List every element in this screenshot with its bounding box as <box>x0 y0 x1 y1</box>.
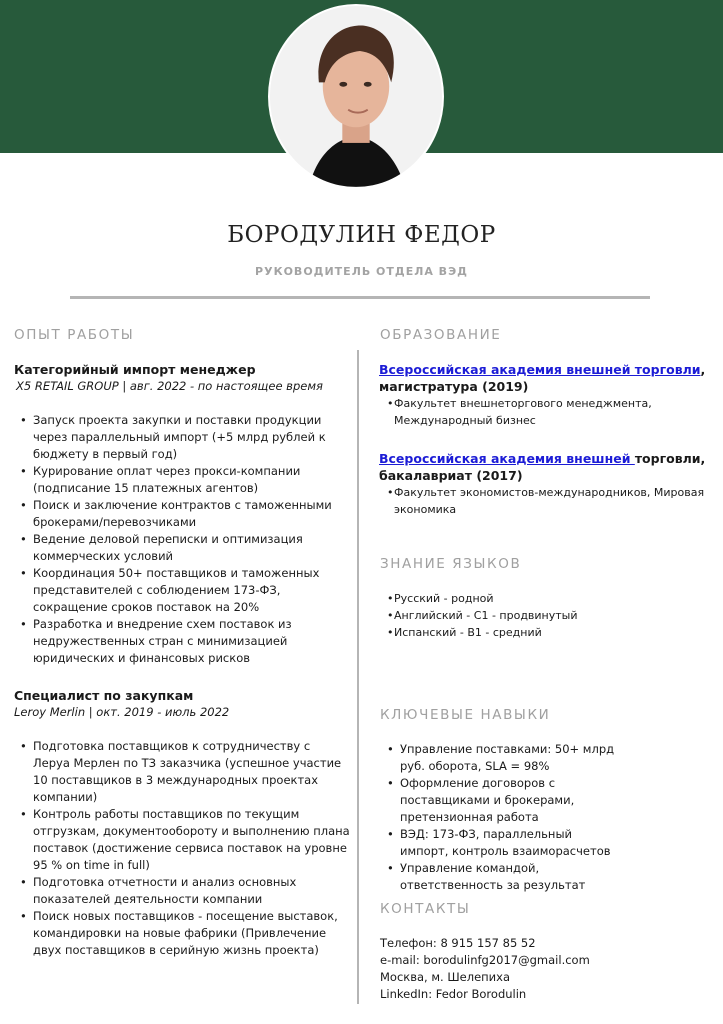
list-item: • Управление поставками: 50+ млрд руб. оборота, SLA = 98% <box>381 741 621 775</box>
email: e-mail: borodulinfg2017@gmail.com <box>380 953 590 967</box>
list-item: • Английский - С1 - продвинутый <box>379 607 709 624</box>
column-divider <box>357 350 359 1004</box>
list-item: • Оформление договоров с поставщиками и брокерами, претензионная работа <box>381 775 621 826</box>
job-role: Категорийный импорт менеджер <box>14 362 256 377</box>
job-1 <box>14 361 350 667</box>
list-item: • Поиск новых поставщиков - посещение выставок, командировки на новые фабрики (Привлечение двух поставщиков в серийную жизнь проекта) <box>14 908 350 959</box>
list-item: • Факультет экономистов-международников, Мировая экономика <box>379 484 709 518</box>
list-item: • Ведение деловой переписки и оптимизация коммерческих условий <box>14 531 350 565</box>
list-item: • Координация 50+ поставщиков и таможенных представителей с соблюдением 173-ФЗ, сокращение сроков поставок на 20% <box>14 565 350 616</box>
job-company: X5 RETAIL GROUP | авг. 2022 - по настоящее время <box>16 379 323 393</box>
list-item: • Испанский - В1 - средний <box>379 624 709 641</box>
address: Москва, м. Шелепиха <box>380 970 510 984</box>
profile-photo <box>268 4 444 189</box>
job-duties <box>14 738 350 959</box>
languages-title: ЗНАНИЕ ЯЗЫКОВ <box>380 556 522 572</box>
edu-details <box>379 395 709 429</box>
degree: магистратура (2019) <box>379 379 529 394</box>
contacts-list <box>380 935 710 1003</box>
university-link[interactable]: Всероссийская академия внешней <box>379 451 635 466</box>
job-position: РУКОВОДИТЕЛЬ ОТДЕЛА ВЭД <box>255 265 468 278</box>
skills-list <box>381 741 621 894</box>
list-item: • Русский - родной <box>379 590 709 607</box>
contacts-title: КОНТАКТЫ <box>380 901 471 917</box>
skills-title: КЛЮЧЕВЫЕ НАВЫКИ <box>380 707 551 723</box>
list-item: • Контроль работы поставщиков по текущим отгрузкам, документообороту и выполнению плана поставок (достижение сервиса поставок на уровне 95 % on time in full) <box>14 806 350 874</box>
edu-text: , <box>700 362 706 377</box>
education-entry-2 <box>379 450 709 518</box>
list-item: • Управление командой, ответственность за результат <box>381 860 621 894</box>
job-2 <box>14 687 350 959</box>
list-item: • Курирование оплат через прокси-компании (подписание 15 платежных агентов) <box>14 463 350 497</box>
list-item: • Факультет внешнеторгового менеджмента, Международный бизнес <box>379 395 709 429</box>
list-item: • Подготовка поставщиков к сотрудничеству с Леруа Мерлен по ТЗ заказчика (успешное участие 10 поставщиков в 3 международных проектах компании) <box>14 738 350 806</box>
edu-details <box>379 484 709 518</box>
list-item: • Поиск и заключение контрактов с таможенными брокерами/перевозчиками <box>14 497 350 531</box>
list-item: • Подготовка отчетности и анализ основных показателей деятельности компании <box>14 874 350 908</box>
languages-list <box>379 590 709 641</box>
job-role: Специалист по закупкам <box>14 688 194 703</box>
list-item: • Разработка и внедрение схем поставок из недружественных стран с минимизацией юридических и финансовых рисков <box>14 616 350 667</box>
experience-title: ОПЫТ РАБОТЫ <box>14 327 135 343</box>
linkedin: LinkedIn: Fedor Borodulin <box>380 987 527 1001</box>
phone: Телефон: 8 915 157 85 52 <box>380 936 536 950</box>
university-link[interactable]: Всероссийская академия внешней торговли <box>379 362 701 377</box>
degree: бакалавриат (2017) <box>379 468 523 483</box>
education-entry-1 <box>379 361 709 429</box>
header-divider <box>70 296 650 299</box>
job-duties <box>14 412 350 667</box>
list-item: • ВЭД: 173-ФЗ, параллельный импорт, контроль взаиморасчетов <box>381 826 621 860</box>
education-title: ОБРАЗОВАНИЕ <box>380 327 502 343</box>
person-name: БОРОДУЛИН ФЕДОР <box>227 222 496 248</box>
job-company: Leroy Merlin | окт. 2019 - июль 2022 <box>14 705 230 719</box>
edu-text: торговли, <box>634 451 706 466</box>
list-item: • Запуск проекта закупки и поставки продукции через параллельный импорт (+5 млрд рублей к бюджету в первый год) <box>14 412 350 463</box>
